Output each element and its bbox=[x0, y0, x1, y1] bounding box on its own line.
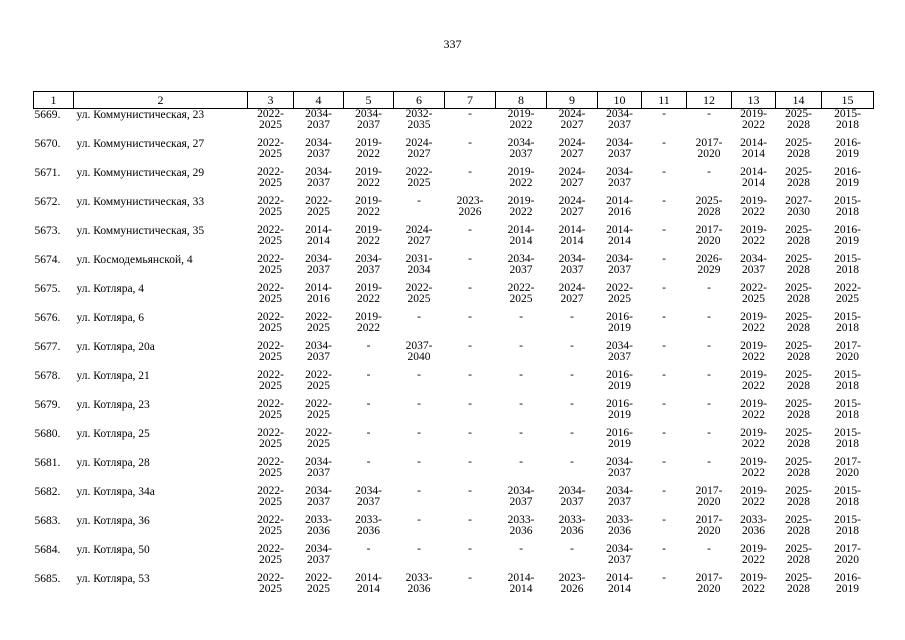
period-cell: 2034- 2037 bbox=[606, 456, 633, 479]
period-cell: - bbox=[468, 369, 472, 381]
period-cell: - bbox=[662, 398, 666, 410]
period-cell: 2019- 2022 bbox=[740, 456, 767, 479]
table-row bbox=[34, 283, 874, 312]
period-cell: - bbox=[662, 485, 666, 497]
period-cell: 2014- 2016 bbox=[305, 282, 332, 305]
period-cell: 2022- 2025 bbox=[405, 282, 433, 305]
period-cell: - bbox=[519, 543, 523, 555]
row-number: 5677. bbox=[34, 341, 61, 353]
period-cell: 2016- 2019 bbox=[834, 137, 861, 160]
schedule-table bbox=[33, 91, 874, 602]
row-number: 5674. bbox=[34, 254, 61, 266]
period-cell: 2014- 2014 bbox=[606, 572, 633, 595]
period-cell: 2033- 2036 bbox=[405, 572, 433, 595]
table-row bbox=[34, 254, 874, 283]
period-cell: - bbox=[468, 166, 472, 178]
period-cell: - bbox=[366, 427, 371, 439]
period-cell: 2034- 2037 bbox=[305, 543, 332, 566]
period-cell: 2022- 2025 bbox=[740, 282, 767, 305]
period-cell: 2025- 2028 bbox=[785, 311, 812, 334]
period-cell: - bbox=[468, 456, 472, 468]
period-cell: 2024- 2027 bbox=[558, 195, 586, 218]
address-cell: ул. Коммунистическая, 29 bbox=[76, 167, 205, 179]
period-cell: - bbox=[417, 427, 421, 439]
table-row bbox=[34, 457, 874, 486]
period-cell: - bbox=[468, 282, 472, 294]
period-cell: 2019- 2022 bbox=[507, 108, 535, 131]
period-cell: - bbox=[468, 108, 472, 120]
period-cell: 2025- 2028 bbox=[785, 543, 812, 566]
period-cell: - bbox=[662, 166, 666, 178]
period-cell: 2019- 2022 bbox=[355, 311, 382, 334]
period-cell: 2015- 2018 bbox=[834, 398, 861, 421]
period-cell: 2019- 2022 bbox=[740, 369, 767, 392]
period-cell: 2015- 2018 bbox=[834, 253, 861, 276]
period-cell: 2019- 2022 bbox=[355, 282, 382, 305]
table-row bbox=[34, 167, 874, 196]
period-cell: 2025- 2028 bbox=[785, 340, 812, 363]
table-body bbox=[34, 109, 874, 603]
period-cell: 2022- 2025 bbox=[257, 514, 284, 537]
period-cell: 2022- 2025 bbox=[834, 282, 861, 305]
row-number: 5681. bbox=[34, 457, 61, 469]
column-header: 1 bbox=[34, 92, 74, 109]
period-cell: 2016- 2019 bbox=[606, 369, 633, 392]
period-cell: - bbox=[707, 166, 711, 178]
period-cell: - bbox=[662, 195, 666, 207]
period-cell: 2034- 2037 bbox=[355, 253, 382, 276]
period-cell: 2033- 2036 bbox=[606, 514, 633, 537]
period-cell: 2027- 2030 bbox=[785, 195, 812, 218]
period-cell: 2019- 2022 bbox=[740, 311, 767, 334]
period-cell: 2019- 2022 bbox=[355, 195, 382, 218]
period-cell: - bbox=[417, 543, 421, 555]
period-cell: 2022- 2025 bbox=[257, 311, 284, 334]
address-cell: ул. Котляра, 53 bbox=[76, 573, 150, 585]
period-cell: 2025- 2028 bbox=[785, 427, 812, 450]
period-cell: 2025- 2028 bbox=[785, 398, 812, 421]
period-cell: - bbox=[468, 253, 472, 265]
period-cell: 2025- 2028 bbox=[785, 137, 812, 160]
table-row bbox=[34, 312, 874, 341]
row-number: 5683. bbox=[34, 515, 61, 527]
period-cell: - bbox=[570, 543, 574, 555]
period-cell: - bbox=[570, 340, 574, 352]
period-cell: - bbox=[366, 369, 371, 381]
period-cell: 2034- 2037 bbox=[606, 340, 633, 363]
period-cell: - bbox=[707, 311, 711, 323]
period-cell: 2022- 2025 bbox=[257, 137, 284, 160]
period-cell: 2024- 2027 bbox=[558, 282, 586, 305]
period-cell: - bbox=[519, 311, 523, 323]
period-cell: 2017- 2020 bbox=[695, 137, 723, 160]
address-cell: ул. Котляра, 34а bbox=[76, 486, 155, 498]
period-cell: 2034- 2037 bbox=[355, 485, 382, 508]
period-cell: 2017- 2020 bbox=[834, 543, 861, 566]
table-row bbox=[34, 573, 874, 602]
period-cell: - bbox=[468, 543, 472, 555]
period-cell: - bbox=[707, 398, 711, 410]
column-header: 14 bbox=[776, 92, 822, 109]
period-cell: 2024- 2027 bbox=[558, 137, 586, 160]
address-cell: ул. Коммунистическая, 23 bbox=[76, 109, 205, 121]
period-cell: 2019- 2022 bbox=[740, 427, 767, 450]
table-row bbox=[34, 515, 874, 544]
period-cell: 2015- 2018 bbox=[834, 369, 861, 392]
period-cell: 2022- 2025 bbox=[305, 572, 332, 595]
address-cell: ул. Коммунистическая, 35 bbox=[76, 225, 205, 237]
period-cell: - bbox=[570, 311, 574, 323]
period-cell: - bbox=[519, 427, 523, 439]
period-cell: 2014- 2014 bbox=[507, 572, 535, 595]
period-cell: 2034- 2037 bbox=[606, 543, 633, 566]
period-cell: 2034- 2037 bbox=[558, 485, 586, 508]
period-cell: 2019- 2022 bbox=[355, 224, 382, 247]
period-cell: 2019- 2022 bbox=[740, 195, 767, 218]
period-cell: - bbox=[468, 340, 472, 352]
period-cell: 2032- 2035 bbox=[405, 108, 433, 131]
table-row bbox=[34, 196, 874, 225]
period-cell: 2022- 2025 bbox=[257, 369, 284, 392]
period-cell: 2026- 2029 bbox=[695, 253, 723, 276]
period-cell: - bbox=[468, 572, 472, 584]
period-cell: 2015- 2018 bbox=[834, 485, 861, 508]
column-header: 11 bbox=[642, 92, 687, 109]
period-cell: - bbox=[662, 543, 666, 555]
period-cell: - bbox=[417, 514, 421, 526]
period-cell: 2022- 2025 bbox=[405, 166, 433, 189]
address-cell: ул. Котляра, 25 bbox=[76, 428, 150, 440]
period-cell: 2019- 2022 bbox=[507, 166, 535, 189]
period-cell: 2014- 2014 bbox=[355, 572, 382, 595]
period-cell: 2023- 2026 bbox=[558, 572, 586, 595]
row-number: 5672. bbox=[34, 196, 61, 208]
period-cell: - bbox=[662, 369, 666, 381]
period-cell: - bbox=[662, 137, 666, 149]
period-cell: 2025- 2028 bbox=[785, 456, 812, 479]
period-cell: - bbox=[662, 456, 666, 468]
period-cell: 2034- 2037 bbox=[606, 485, 633, 508]
column-header: 2 bbox=[74, 92, 248, 109]
row-number: 5679. bbox=[34, 399, 61, 411]
period-cell: - bbox=[662, 340, 666, 352]
period-cell: 2015- 2018 bbox=[834, 108, 861, 131]
period-cell: 2016- 2019 bbox=[834, 166, 861, 189]
row-number: 5670. bbox=[34, 138, 61, 150]
period-cell: - bbox=[366, 340, 371, 352]
period-cell: 2019- 2022 bbox=[740, 340, 767, 363]
period-cell: 2014- 2016 bbox=[606, 195, 633, 218]
period-cell: 2019- 2022 bbox=[507, 195, 535, 218]
address-cell: ул. Котляра, 6 bbox=[76, 312, 145, 324]
table-row bbox=[34, 138, 874, 167]
row-number: 5685. bbox=[34, 573, 61, 585]
row-number: 5682. bbox=[34, 486, 61, 498]
period-cell: 2019- 2022 bbox=[740, 108, 767, 131]
period-cell: - bbox=[519, 369, 523, 381]
period-cell: 2019- 2022 bbox=[740, 572, 767, 595]
period-cell: 2017- 2020 bbox=[834, 340, 861, 363]
period-cell: 2034- 2037 bbox=[355, 108, 382, 131]
period-cell: - bbox=[570, 398, 574, 410]
column-header: 9 bbox=[547, 92, 598, 109]
row-number: 5671. bbox=[34, 167, 61, 179]
period-cell: 2025- 2028 bbox=[785, 369, 812, 392]
period-cell: 2017- 2020 bbox=[695, 485, 723, 508]
period-cell: 2017- 2020 bbox=[695, 514, 723, 537]
period-cell: 2024- 2027 bbox=[558, 108, 586, 131]
period-cell: - bbox=[570, 427, 574, 439]
period-cell: - bbox=[417, 456, 421, 468]
period-cell: - bbox=[662, 311, 666, 323]
period-cell: 2025- 2028 bbox=[695, 195, 723, 218]
column-header: 10 bbox=[598, 92, 642, 109]
period-cell: 2025- 2028 bbox=[785, 253, 812, 276]
period-cell: 2033- 2036 bbox=[305, 514, 332, 537]
period-cell: - bbox=[468, 427, 472, 439]
period-cell: 2024- 2027 bbox=[405, 137, 433, 160]
period-cell: 2017- 2020 bbox=[695, 224, 723, 247]
row-number: 5676. bbox=[34, 312, 61, 324]
period-cell: 2034- 2037 bbox=[507, 253, 535, 276]
period-cell: - bbox=[662, 108, 666, 120]
column-header: 8 bbox=[496, 92, 547, 109]
row-number: 5680. bbox=[34, 428, 61, 440]
period-cell: - bbox=[366, 456, 371, 468]
period-cell: - bbox=[707, 108, 711, 120]
column-header: 4 bbox=[294, 92, 344, 109]
period-cell: 2022- 2025 bbox=[305, 427, 332, 450]
period-cell: 2025- 2028 bbox=[785, 166, 812, 189]
period-cell: 2017- 2020 bbox=[695, 572, 723, 595]
period-cell: - bbox=[519, 340, 523, 352]
period-cell: 2022- 2025 bbox=[257, 224, 284, 247]
page-number: 337 bbox=[443, 37, 462, 51]
period-cell: 2022- 2025 bbox=[257, 340, 284, 363]
period-cell: 2025- 2028 bbox=[785, 224, 812, 247]
period-cell: 2023- 2026 bbox=[456, 195, 484, 218]
period-cell: 2022- 2025 bbox=[257, 572, 284, 595]
period-cell: - bbox=[662, 282, 666, 294]
period-cell: 2034- 2037 bbox=[606, 253, 633, 276]
column-header: 7 bbox=[445, 92, 496, 109]
period-cell: 2022- 2025 bbox=[257, 166, 284, 189]
period-cell: 2015- 2018 bbox=[834, 311, 861, 334]
period-cell: - bbox=[468, 224, 472, 236]
period-cell: 2025- 2028 bbox=[785, 485, 812, 508]
period-cell: 2019- 2022 bbox=[740, 485, 767, 508]
row-number: 5673. bbox=[34, 225, 61, 237]
table-row bbox=[34, 225, 874, 254]
period-cell: 2022- 2025 bbox=[257, 108, 284, 131]
period-cell: - bbox=[662, 224, 666, 236]
table-row bbox=[34, 109, 874, 139]
period-cell: 2014- 2014 bbox=[606, 224, 633, 247]
period-cell: 2033- 2036 bbox=[355, 514, 382, 537]
table-header-row bbox=[34, 92, 874, 109]
period-cell: - bbox=[707, 369, 711, 381]
address-cell: ул. Котляра, 4 bbox=[76, 283, 145, 295]
period-cell: 2034- 2037 bbox=[305, 137, 332, 160]
period-cell: 2014- 2014 bbox=[740, 166, 767, 189]
column-header: 12 bbox=[687, 92, 732, 109]
period-cell: 2025- 2028 bbox=[785, 514, 812, 537]
period-cell: 2031- 2034 bbox=[405, 253, 433, 276]
period-cell: 2022- 2025 bbox=[305, 311, 332, 334]
period-cell: 2034- 2037 bbox=[606, 137, 633, 160]
table-row bbox=[34, 370, 874, 399]
period-cell: 2022- 2025 bbox=[257, 427, 284, 450]
period-cell: 2022- 2025 bbox=[257, 282, 284, 305]
period-cell: - bbox=[417, 311, 421, 323]
period-cell: - bbox=[707, 456, 711, 468]
period-cell: 2016- 2019 bbox=[606, 398, 633, 421]
period-cell: 2019- 2022 bbox=[740, 224, 767, 247]
table-row bbox=[34, 428, 874, 457]
period-cell: 2014- 2014 bbox=[507, 224, 535, 247]
period-cell: 2024- 2027 bbox=[405, 224, 433, 247]
period-cell: 2025- 2028 bbox=[785, 282, 812, 305]
period-cell: 2014- 2014 bbox=[740, 137, 767, 160]
column-header: 15 bbox=[822, 92, 874, 109]
period-cell: 2016- 2019 bbox=[834, 572, 861, 595]
period-cell: 2025- 2028 bbox=[785, 572, 812, 595]
period-cell: - bbox=[662, 253, 666, 265]
period-cell: 2034- 2037 bbox=[558, 253, 586, 276]
address-cell: ул. Космодемьянской, 4 bbox=[76, 254, 193, 266]
period-cell: 2022- 2025 bbox=[257, 398, 284, 421]
period-cell: 2034- 2037 bbox=[740, 253, 767, 276]
column-header: 13 bbox=[732, 92, 776, 109]
period-cell: 2034- 2037 bbox=[606, 108, 633, 131]
period-cell: 2015- 2018 bbox=[834, 427, 861, 450]
period-cell: 2017- 2020 bbox=[834, 456, 861, 479]
period-cell: 2022- 2025 bbox=[257, 195, 284, 218]
row-number: 5675. bbox=[34, 283, 61, 295]
period-cell: - bbox=[519, 398, 523, 410]
period-cell: - bbox=[468, 398, 472, 410]
period-cell: 2034- 2037 bbox=[507, 485, 535, 508]
period-cell: 2019- 2022 bbox=[355, 137, 382, 160]
period-cell: 2019- 2022 bbox=[355, 166, 382, 189]
period-cell: - bbox=[707, 427, 711, 439]
period-cell: 2022- 2025 bbox=[257, 543, 284, 566]
table-row bbox=[34, 486, 874, 515]
address-cell: ул. Котляра, 21 bbox=[76, 370, 150, 382]
period-cell: 2034- 2037 bbox=[606, 166, 633, 189]
address-cell: ул. Котляра, 50 bbox=[76, 544, 150, 556]
period-cell: 2022- 2025 bbox=[507, 282, 535, 305]
period-cell: - bbox=[468, 137, 472, 149]
address-cell: ул. Коммунистическая, 27 bbox=[76, 138, 205, 150]
period-cell: - bbox=[707, 543, 711, 555]
period-cell: 2033- 2036 bbox=[740, 514, 767, 537]
period-cell: 2034- 2037 bbox=[305, 108, 332, 131]
period-cell: - bbox=[366, 543, 371, 555]
period-cell: 2019- 2022 bbox=[740, 543, 767, 566]
column-header: 6 bbox=[394, 92, 445, 109]
column-header: 5 bbox=[344, 92, 394, 109]
period-cell: - bbox=[570, 456, 574, 468]
period-cell: 2014- 2014 bbox=[558, 224, 586, 247]
period-cell: 2034- 2037 bbox=[305, 485, 332, 508]
period-cell: 2034- 2037 bbox=[305, 340, 332, 363]
address-cell: ул. Коммунистическая, 33 bbox=[76, 196, 205, 208]
address-cell: ул. Котляра, 20а bbox=[76, 341, 155, 353]
period-cell: 2016- 2019 bbox=[834, 224, 861, 247]
table-row bbox=[34, 341, 874, 370]
period-cell: 2015- 2018 bbox=[834, 514, 861, 537]
period-cell: - bbox=[519, 456, 523, 468]
address-cell: ул. Котляра, 28 bbox=[76, 457, 150, 469]
period-cell: 2033- 2036 bbox=[507, 514, 535, 537]
period-cell: - bbox=[570, 369, 574, 381]
period-cell: - bbox=[417, 195, 421, 207]
row-number: 5678. bbox=[34, 370, 61, 382]
table-row bbox=[34, 399, 874, 428]
period-cell: 2014- 2014 bbox=[305, 224, 332, 247]
period-cell: 2034- 2037 bbox=[305, 166, 332, 189]
period-cell: 2022- 2025 bbox=[305, 195, 332, 218]
period-cell: 2016- 2019 bbox=[606, 427, 633, 450]
period-cell: - bbox=[707, 282, 711, 294]
table-row bbox=[34, 544, 874, 573]
period-cell: 2022- 2025 bbox=[305, 369, 332, 392]
period-cell: - bbox=[417, 398, 421, 410]
period-cell: - bbox=[468, 514, 472, 526]
period-cell: 2034- 2037 bbox=[507, 137, 535, 160]
period-cell: - bbox=[662, 427, 666, 439]
address-cell: ул. Котляра, 23 bbox=[76, 399, 150, 411]
period-cell: 2016- 2019 bbox=[606, 311, 633, 334]
period-cell: 2022- 2025 bbox=[257, 485, 284, 508]
period-cell: 2022- 2025 bbox=[606, 282, 633, 305]
period-cell: - bbox=[417, 369, 421, 381]
period-cell: 2019- 2022 bbox=[740, 398, 767, 421]
row-number: 5669. bbox=[34, 109, 61, 121]
period-cell: 2034- 2037 bbox=[305, 456, 332, 479]
period-cell: - bbox=[366, 398, 371, 410]
period-cell: - bbox=[468, 311, 472, 323]
row-number: 5684. bbox=[34, 544, 61, 556]
address-cell: ул. Котляра, 36 bbox=[76, 515, 150, 527]
period-cell: 2037- 2040 bbox=[405, 340, 433, 363]
period-cell: 2022- 2025 bbox=[305, 398, 332, 421]
period-cell: - bbox=[662, 514, 666, 526]
period-cell: 2024- 2027 bbox=[558, 166, 586, 189]
period-cell: 2015- 2018 bbox=[834, 195, 861, 218]
period-cell: - bbox=[468, 485, 472, 497]
period-cell: 2022- 2025 bbox=[257, 456, 284, 479]
period-cell: 2025- 2028 bbox=[785, 108, 812, 131]
period-cell: - bbox=[707, 340, 711, 352]
period-cell: - bbox=[417, 485, 421, 497]
column-header: 3 bbox=[248, 92, 294, 109]
period-cell: 2033- 2036 bbox=[558, 514, 586, 537]
period-cell: - bbox=[662, 572, 666, 584]
period-cell: 2034- 2037 bbox=[305, 253, 332, 276]
period-cell: 2022- 2025 bbox=[257, 253, 284, 276]
